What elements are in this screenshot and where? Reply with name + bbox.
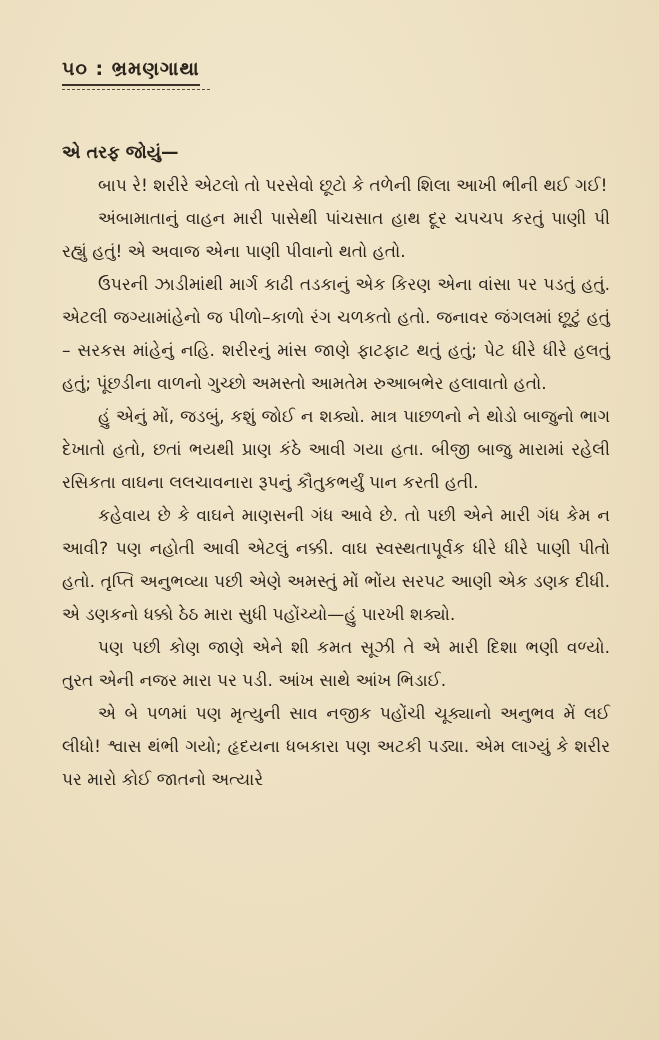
- book-page: [62, 58, 610, 797]
- lead-line: એ તરફ જોયું—: [62, 143, 179, 163]
- paragraph-1: બાપ રે! શરીરે એટલો તો પરસેવો છૂટો કે તળેની શિલા આખી ભીની થઈ ગઈ!: [98, 176, 608, 196]
- paragraph-7: એ બે પળમાં પણ મૃત્યુની સાવ નજીક પહોંચી ચૂક્યાનો અનુભવ મેં લઈ લીધો! શ્વાસ થંભી ગયો; હૃદયના ધબકારા પણ અટકી પડ્યા. એમ લાગ્યું કે શરીર પર મારો કોઈ જાતનો અત્યારે: [62, 704, 610, 790]
- paragraph-2: અંબામાતાનું વાહન મારી પાસેથી પાંચસાત હાથ દૂર ચપચપ કરતું પાણી પી રહ્યું હતું! એ અવાજ એના પાણી પીવાનો થતો હતો.: [62, 209, 610, 262]
- paragraph-6: પણ પછી કોણ જાણે એને શી કમત સૂઝી તે એ મારી દિશા ભણી વળ્યો. તુરત એની નજર મારા પર પડી. આંખ સાથે આંખ ભિડાઈ.: [62, 638, 610, 691]
- paragraph-4: હું એનું મોં, જડબું, કશું જોઈ ન શક્યો. માત્ર પાછળનો ને થોડો બાજુનો ભાગ દેખાતો હતો, છતાં ભયથી પ્રાણ કંઠે આવી ગયા હતા. બીજી બાજુ મારામાં રહેલી રસિકતા વાઘના લલચાવનારા રૂપનું કૌતુકભર્યું પાન કરતી હતી.: [62, 407, 610, 493]
- running-head: ૫૦ : ભ્રમણગાથા: [62, 58, 200, 86]
- paragraph-3: ઉપરની ઝાડીમાંથી માર્ગ કાઢી તડકાનું એક કિરણ એના વાંસા પર પડતું હતું. એટલી જગ્યામાંહેનો જ પીળો–કાળો રંગ ચળકતો હતો. જનાવર જંગલમાં છૂટું હતું – સરકસ માંહેનું નહિ. શરીરનું માંસ જાણે ફાટફાટ થતું હતું; પેટ ધીરે ધીરે હલતું હતું; પૂંછડીના વાળનો ગુચ્છો અમસ્તો આમતેમ રુઆબભેર હલાવાતો હતો.: [62, 275, 610, 394]
- paragraph-5: કહેવાય છે કે વાઘને માણસની ગંધ આવે છે. તો પછી એને મારી ગંધ કેમ ન આવી? પણ નહોતી આવી એટલું નક્કી. વાઘ સ્વસ્થતાપૂર્વક ધીરે ધીરે પાણી પીતો હતો. તૃપ્તિ અનુભવ્યા પછી એણે અમસ્તું મોં ભોંય સરપટ આણી એક ડણક દીધી. એ ડણકનો ધક્કો ઠેઠ મારા સુધી પહોંચ્યો—હું પારખી શક્યો.: [62, 506, 610, 625]
